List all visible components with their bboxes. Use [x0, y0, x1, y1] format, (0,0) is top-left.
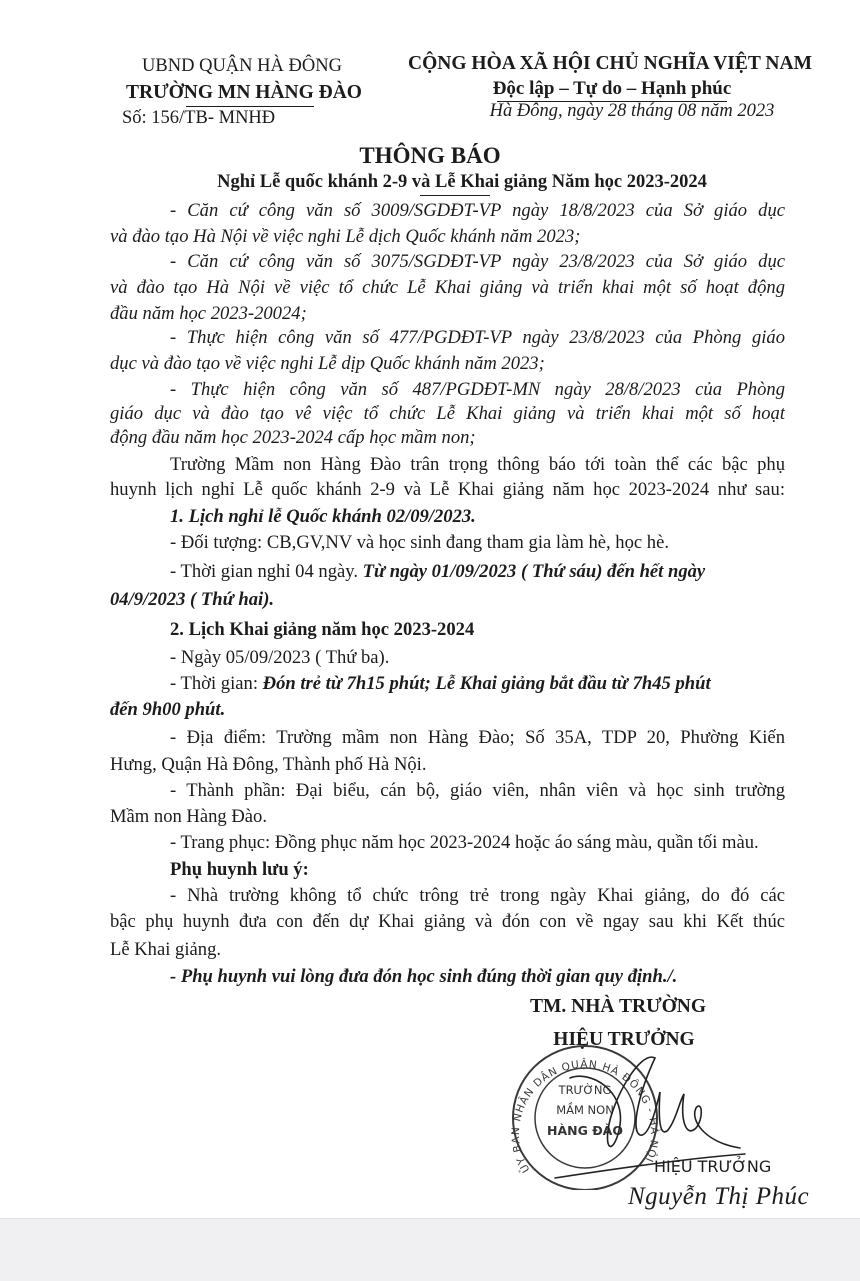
parents-note-heading: Phụ huynh lưu ý:: [170, 859, 309, 880]
ceremony-time: [170, 671, 785, 697]
document-number: Số: 156/TB- MNHĐ: [122, 108, 276, 128]
agency-name: UBND QUẬN HÀ ĐÔNG: [142, 56, 342, 76]
ceremony-location-cont: Hưng, Quận Hà Đông, Thành phố Hà Nội.: [110, 754, 427, 775]
ceremony-participants-cont: Mầm non Hàng Đào.: [110, 806, 267, 827]
legal-basis-1-cont: và đào tạo Hà Nội về việc nghi Lễ dịch Quốc khánh năm 2023;: [110, 226, 581, 247]
legal-basis-2-cont: và đào tạo Hà Nội về việc tổ chức Lễ Khai giảng và triển khai một số hoạt động: [110, 277, 785, 298]
stamp-line-2: MẦM NON: [556, 1103, 614, 1117]
legal-basis-4: - Thực hiện công văn số 487/PGDĐT-MN ngày 28/8/2023 của Phòng: [170, 379, 785, 400]
document-title: THÔNG BÁO: [359, 143, 501, 168]
parents-note-cont: bậc phụ huynh đưa con đến dự Khai giảng và đón con về ngay sau khi Kết thúc: [110, 911, 785, 932]
legal-basis-2-end: đầu năm học 2023-20024;: [110, 303, 307, 324]
holiday-dates-end: 04/9/2023 ( Thứ hai).: [110, 589, 275, 610]
ceremony-time-value: Đón trẻ từ 7h15 phút; Lễ Khai giảng bắt đầu từ 7h45 phút: [262, 673, 711, 694]
ceremony-time-label: - Thời gian:: [170, 673, 263, 694]
document-subtitle: Nghỉ Lễ quốc khánh 2-9 và Lễ Khai giảng Năm học 2023-2024: [217, 172, 707, 192]
signer-name: Nguyễn Thị Phúc: [628, 1183, 810, 1210]
holiday-duration-label: - Thời gian nghỉ 04 ngày.: [170, 561, 363, 582]
divider: [420, 195, 490, 196]
viewer-bottom-bar: [0, 1218, 860, 1281]
nation-name: CỘNG HÒA XÃ HỘI CHỦ NGHĨA VIỆT NAM: [408, 53, 812, 74]
closing-reminder: - Phụ huynh vui lòng đưa đón học sinh đúng thời gian quy định./.: [170, 966, 678, 987]
legal-basis-3-cont: dục và đào tạo về việc nghi Lễ dịp Quốc khánh năm 2023;: [110, 353, 545, 374]
national-motto: Độc lập – Tự do – Hạnh phúc: [492, 78, 732, 99]
legal-basis-4-cont: giáo dục và đào tạo vê việc tổ chức Lễ Khai giảng và triển khai một số hoạt: [110, 403, 785, 424]
position-label: HIỆU TRƯỞNG: [553, 1029, 695, 1050]
place-date: Hà Đông, ngày 28 tháng 08 năm 2023: [489, 101, 775, 121]
parents-note: - Nhà trường không tổ chức trông trẻ trong ngày Khai giảng, do đó các: [170, 885, 785, 906]
holiday-target: - Đối tượng: CB,GV,NV và học sinh đang tham gia làm hè, học hè.: [170, 532, 669, 553]
ceremony-participants: - Thành phần: Đại biểu, cán bộ, giáo viên, nhân viên và học sinh trường: [170, 780, 785, 801]
ceremony-location: - Địa điểm: Trường mầm non Hàng Đào; Số 35A, TDP 20, Phường Kiến: [170, 727, 785, 748]
stamp-title: HIỆU TRƯỞNG: [654, 1157, 772, 1176]
legal-basis-4-end: động đầu năm học 2023-2024 cấp học mầm non;: [110, 427, 476, 448]
intro-paragraph-cont: huynh lịch nghỉ Lễ quốc khánh 2-9 và Lễ Khai giảng năm học 2023-2024 như sau:: [110, 479, 785, 500]
section-1-heading: 1. Lịch nghỉ lễ Quốc khánh 02/09/2023.: [170, 506, 476, 527]
legal-basis-3: - Thực hiện công văn số 477/PGDĐT-VP ngày 23/8/2023 của Phòng giáo: [170, 327, 785, 348]
intro-paragraph: Trường Mầm non Hàng Đào trân trọng thông báo tới toàn thể các bậc phụ: [170, 454, 785, 475]
stamp-ring-text: ỦY BAN NHÂN DÂN QUẬN HÀ ĐÔNG - HÀ NỘI: [509, 1058, 661, 1175]
holiday-dates: Từ ngày 01/09/2023 ( Thứ sáu) đến hết ngày: [362, 561, 706, 582]
school-name: TRƯỜNG MN HÀNG ĐÀO: [126, 82, 362, 103]
on-behalf-label: TM. NHÀ TRƯỜNG: [529, 996, 707, 1017]
section-2-heading: 2. Lịch Khai giảng năm học 2023-2024: [170, 619, 475, 640]
legal-basis-2: - Căn cứ công văn số 3075/SGDĐT-VP ngày 23/8/2023 của Sở giáo dục: [170, 251, 785, 272]
stamp-line-3: HÀNG ĐÀO: [547, 1123, 623, 1138]
legal-basis-1: - Căn cứ công văn số 3009/SGDĐT-VP ngày 18/8/2023 của Sở giáo dục: [170, 200, 785, 221]
holiday-duration: [170, 559, 785, 585]
stamp-line-1: TRƯỜNG: [558, 1083, 612, 1097]
ceremony-date: - Ngày 05/09/2023 ( Thứ ba).: [170, 647, 390, 668]
ceremony-time-end: đến 9h00 phút.: [110, 699, 226, 720]
parents-note-end: Lễ Khai giảng.: [110, 939, 222, 960]
dress-code: - Trang phục: Đồng phục năm học 2023-2024 hoặc áo sáng màu, quần tối màu.: [170, 832, 759, 853]
